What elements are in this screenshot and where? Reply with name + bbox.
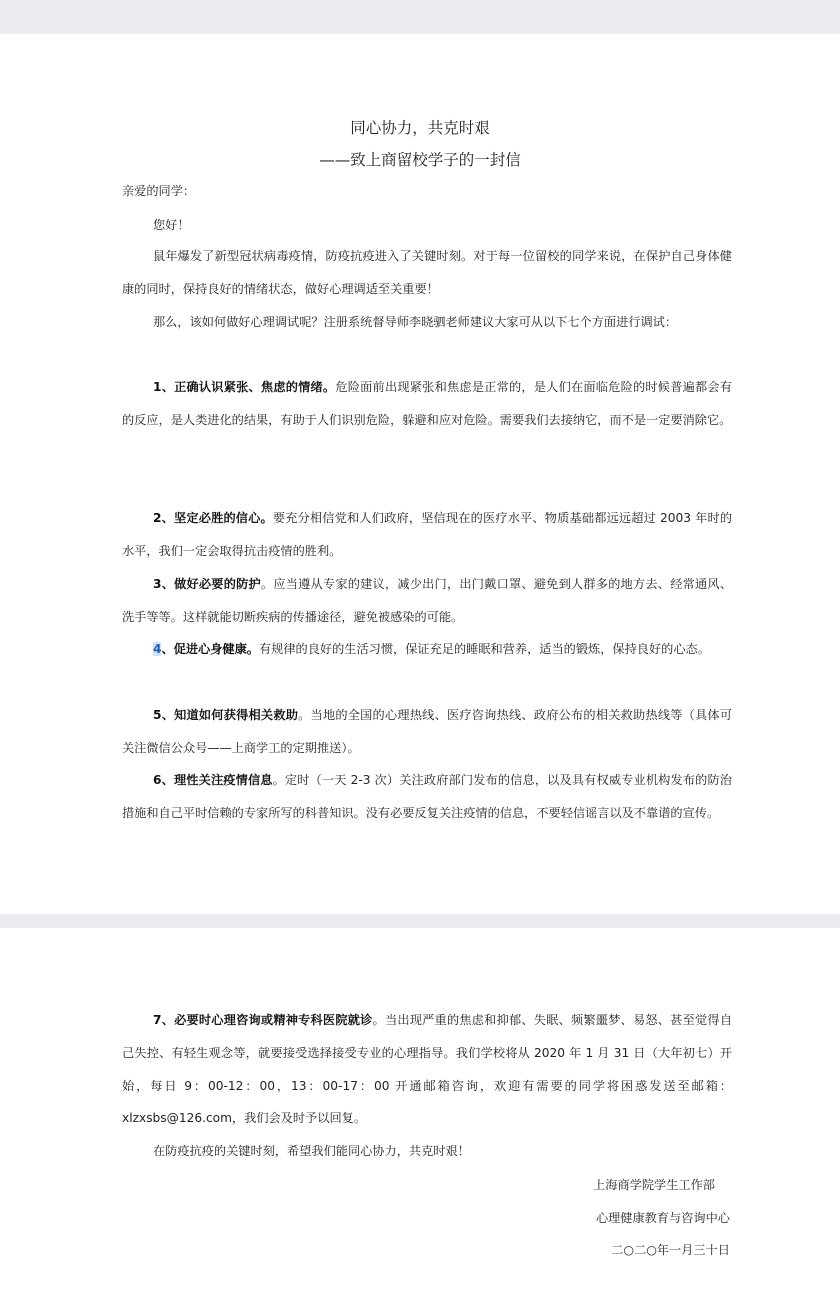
signature-department: 上海商学院学生工作部	[593, 1178, 715, 1192]
item-heading: 、知道如何获得相关救助	[161, 708, 299, 722]
advice-item-5	[122, 699, 732, 765]
item-heading: 、促进心身健康。	[161, 642, 259, 656]
item-number: 3	[153, 577, 162, 591]
item-heading: 、正确认识紧张、焦虑的情绪。	[161, 380, 336, 394]
advice-item-4	[122, 633, 732, 666]
advice-item-2	[122, 502, 732, 568]
advice-item-1	[122, 371, 732, 437]
item-number: 5	[153, 708, 162, 722]
item-heading: 、必要时心理咨询或精神专科医院就诊	[161, 1013, 373, 1027]
item-body: 。定时（一天 2-3 次）关注政府部门发布的信息，以及具有权威专业机构发布的防治措施和自己平时信赖的专家所写的科普知识。没有必要反复关注疫情的信息，不要轻信谣言以及不靠谱的宣传。	[122, 773, 732, 820]
item-number: 6	[153, 773, 162, 787]
item-heading: 、坚定必胜的信心。	[161, 511, 273, 525]
document-page-2	[0, 928, 840, 1299]
signature-center: 心理健康教育与咨询中心	[595, 1211, 730, 1225]
item-body: 。当地的全国的心理热线、医疗咨询热线、政府公布的相关救助热线等（具体可关注微信公众号——上商学工的定期推送）。	[122, 708, 733, 755]
advice-item-7	[122, 1004, 732, 1135]
greeting: 您好！	[153, 218, 190, 232]
item-heading: 、理性关注疫情信息	[161, 773, 273, 787]
item-number: 7	[153, 1013, 162, 1027]
letter-subtitle: ——致上商留校学子的一封信	[319, 151, 521, 169]
letter-title: 同心协力，共克时艰	[350, 119, 490, 137]
intro-paragraph-2: 那么，该如何做好心理调试呢？注册系统督导师李晓驷老师建议大家可从以下七个方面进行调试：	[153, 315, 678, 329]
salutation: 亲爱的同学：	[122, 184, 196, 198]
item-number: 2	[153, 511, 162, 525]
closing-paragraph: 在防疫抗疫的关键时刻，希望我们能同心协力，共克时艰！	[153, 1144, 470, 1158]
intro-paragraph-1: 鼠年爆发了新型冠状病毒疫情，防疫抗疫进入了关键时刻。对于每一位留校的同学来说，在保护自己身体健康的同时，保持良好的情绪状态，做好心理调适至关重要！	[122, 249, 732, 296]
item-heading: 、做好必要的防护	[161, 577, 261, 591]
item-number: 1	[153, 380, 162, 394]
item-body: 危险面前出现紧张和焦虑是正常的，是人们在面临危险的时候普遍都会有的反应，是人类进化的结果，有助于人们识别危险，躲避和应对危险。需要我们去接纳它，而不是一定要消除它。	[122, 380, 733, 427]
document-page-1	[0, 34, 840, 914]
item-body: 。应当遵从专家的建议，减少出门，出门戴口罩、避免到人群多的地方去、经常通风、洗手等等。这样就能切断疾病的传播途径，避免被感染的可能。	[122, 577, 733, 624]
advice-item-6	[122, 764, 732, 830]
item-body: 。当出现严重的焦虑和抑郁、失眠、频繁噩梦、易怒、甚至觉得自己失控、有轻生观念等，就要接受选择接受专业的心理指导。我们学校将从 2020 年 1 月 31 日（大年初七）开始，每日 9：00-12：00，13：00-17：00 开通邮箱咨询，欢迎有需要的同学将困惑发送至邮箱：xlzxsbs@126.com，我们会及时予以回复。	[122, 1013, 733, 1126]
item-body: 要充分相信党和人们政府，坚信现在的医疗水平、物质基础都远远超过 2003 年时的水平，我们一定会取得抗击疫情的胜利。	[122, 511, 733, 558]
advice-item-3	[122, 568, 732, 634]
item-body: 有规律的良好的生活习惯，保证充足的睡眠和营养，适当的锻炼，保持良好的心态。	[258, 642, 710, 656]
signature-date: 二○二○年一月三十日	[611, 1243, 730, 1257]
item-number-selected[interactable]: 4	[153, 642, 162, 656]
